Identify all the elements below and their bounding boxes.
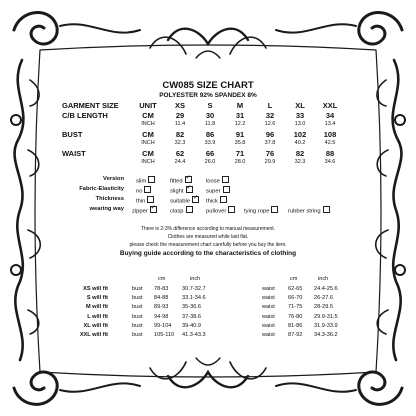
waist-cm: 76-80	[288, 313, 303, 320]
option-no	[136, 186, 151, 195]
guide-col-cm: cm	[290, 276, 298, 282]
option-text: slight	[170, 188, 184, 195]
option-text: fitted	[170, 178, 183, 185]
inch-value: 24.4	[174, 159, 186, 165]
cm-value: 82	[295, 149, 305, 158]
checked-box-icon	[186, 186, 193, 193]
option-pullover	[206, 206, 235, 215]
option-text: super	[206, 188, 221, 195]
inch-value: 32.3	[294, 159, 306, 165]
guide-row-xl	[0, 323, 416, 332]
cm-value: 32	[265, 111, 275, 120]
checkbox-icon	[223, 186, 230, 193]
waist-inch: 24.4-25.6	[314, 286, 338, 292]
option-suitable	[170, 196, 199, 205]
waist-label: waist	[262, 304, 275, 311]
option-slight	[170, 186, 193, 195]
guide-col-inch: inch	[190, 276, 201, 282]
chart-title: CW085 SIZE CHART	[162, 80, 254, 91]
header-garment-size: GARMENT SIZE	[62, 101, 119, 110]
checkbox-icon	[323, 206, 330, 213]
guide-row-label: M will fit	[85, 304, 108, 311]
bust-inch: 33.1-34.6	[182, 295, 206, 302]
bust-inch: 37-38.6	[182, 313, 201, 320]
checkbox-icon	[222, 176, 229, 183]
option-thick	[206, 196, 227, 205]
option-text: thick	[206, 198, 218, 205]
option-text: tying rope	[244, 208, 270, 215]
note-difference: There is 2-3% difference according to manual measurement.	[140, 226, 276, 232]
guide-col-inch: inch	[318, 276, 329, 282]
checked-box-icon	[150, 206, 157, 213]
inch-value: 11.4	[174, 121, 186, 127]
bust-inch: 39-40.9	[182, 322, 201, 329]
unit-inch: INCH	[141, 140, 155, 146]
cm-value: 96	[265, 130, 275, 139]
guide-row-label: S will fit	[86, 295, 108, 302]
guide-row-label: XS will fit	[83, 286, 108, 292]
cm-value: 86	[205, 130, 215, 139]
bust-label: bust	[132, 295, 143, 302]
guide-row-l	[0, 314, 416, 323]
size-row-bust	[0, 130, 416, 140]
bust-cm: 84-88	[154, 295, 169, 302]
cm-value: 108	[323, 130, 337, 139]
header-size-m: M	[236, 101, 244, 110]
header-unit: UNIT	[139, 101, 157, 110]
unit-cm: CM	[142, 130, 154, 139]
size-row-c-b-length	[0, 111, 416, 121]
size-row-waist	[0, 149, 416, 159]
bust-cm: 89-93	[154, 304, 169, 311]
bust-label: bust	[132, 304, 143, 311]
option-text: zipper	[132, 208, 148, 215]
option-rubber-string	[288, 206, 330, 215]
unit-inch: INCH	[141, 159, 155, 165]
bust-label: bust	[132, 322, 143, 329]
option-tying-rope	[244, 206, 278, 215]
waist-label: waist	[262, 313, 275, 320]
unit-cm: CM	[142, 111, 154, 120]
guide-col-cm: cm	[158, 276, 166, 282]
option-text: no	[136, 188, 143, 195]
waist-label: waist	[262, 295, 275, 302]
inch-value: 35.8	[234, 140, 246, 146]
inch-value: 26.0	[204, 159, 216, 165]
header-size-xs: XS	[174, 101, 185, 110]
inch-value: 34.6	[324, 159, 336, 165]
bust-cm: 105-110	[154, 332, 175, 338]
waist-inch: 29.9-31.5	[314, 313, 338, 320]
checkbox-icon	[148, 176, 155, 183]
cm-value: 29	[175, 111, 185, 120]
checkbox-icon	[220, 196, 227, 203]
inch-value: 11.8	[204, 121, 216, 127]
checkbox-icon	[271, 206, 278, 213]
header-size-xxl: XXL	[322, 101, 338, 110]
guide-row-label: XXL will fit	[79, 332, 108, 338]
waist-cm: 62-65	[288, 286, 303, 292]
option-text: suitable	[170, 198, 190, 205]
inch-value: 32.3	[174, 140, 186, 146]
option-zipper	[132, 206, 157, 215]
option-clasp	[170, 206, 193, 215]
checked-box-icon	[192, 196, 199, 203]
header-size-l: L	[267, 101, 273, 110]
inch-value: 33.9	[204, 140, 216, 146]
checkbox-icon	[186, 206, 193, 213]
cm-value: 62	[175, 149, 185, 158]
option-slim	[136, 176, 155, 185]
cm-value: 31	[235, 111, 245, 120]
waist-label: waist	[262, 286, 275, 292]
waist-cm: 81-86	[288, 322, 303, 329]
inch-value: 37.8	[264, 140, 276, 146]
guide-row-xxl	[0, 332, 416, 341]
cm-value: 66	[205, 149, 215, 158]
guide-row-s	[0, 295, 416, 304]
option-text: rubber string	[288, 208, 321, 215]
waist-label: waist	[262, 322, 275, 329]
bust-label: bust	[132, 286, 143, 292]
inch-value: 13.4	[324, 121, 336, 127]
waist-inch: 31.9-33.9	[314, 322, 338, 329]
size-row-inch-waist	[0, 159, 416, 169]
cm-value: 82	[175, 130, 185, 139]
cm-value: 76	[265, 149, 275, 158]
guide-row-label: L will fit	[87, 313, 108, 320]
feature-label-fabric-elasticity: Fabric-Elasticity	[79, 186, 124, 192]
cm-value: 91	[235, 130, 245, 139]
unit-cm: CM	[142, 149, 154, 158]
buying-guide-heading: Buying guide according to the characteristics of clothing	[119, 250, 297, 257]
guide-row-xs	[0, 286, 416, 295]
checkbox-icon	[147, 196, 154, 203]
cm-value: 71	[235, 149, 245, 158]
material-composition: POLYESTER 92% SPANDEX 8%	[159, 92, 257, 99]
waist-cm: 71-75	[288, 304, 303, 311]
guide-row-label: XL will fit	[83, 322, 108, 329]
unit-inch: INCH	[141, 121, 155, 127]
cm-value: 34	[325, 111, 335, 120]
waist-inch: 34.3-36.2	[314, 332, 338, 338]
inch-value: 28.0	[234, 159, 246, 165]
bust-cm: 99-104	[154, 322, 172, 329]
note-check-chart: please check the measurement chart carefully before you buy the item.	[129, 242, 287, 248]
checkbox-icon	[144, 186, 151, 193]
inch-value: 40.2	[294, 140, 306, 146]
feature-label-thickness: Thickness	[95, 196, 124, 202]
size-header-row	[0, 101, 416, 111]
row-label-c-b-length: C/B LENGTH	[62, 111, 108, 120]
option-loose	[206, 176, 229, 185]
bust-inch: 35-36.6	[182, 304, 201, 311]
inch-value: 12.2	[234, 121, 246, 127]
waist-cm: 87-92	[288, 332, 303, 338]
feature-label-version: Version	[103, 176, 124, 182]
inch-value: 29.9	[264, 159, 276, 165]
option-text: clasp	[170, 208, 184, 215]
option-text: thin	[136, 198, 146, 205]
feature-label-wearing-way: wearing way	[89, 206, 124, 212]
checked-box-icon	[185, 176, 192, 183]
cm-value: 33	[295, 111, 305, 120]
waist-label: waist	[262, 332, 275, 338]
guide-row-m	[0, 304, 416, 313]
bust-cm: 94-98	[154, 313, 169, 320]
note-measured-flat: Clothes are measured while laid flat.	[167, 234, 249, 240]
cm-value: 102	[293, 130, 307, 139]
checkbox-icon	[228, 206, 235, 213]
row-label-bust: BUST	[62, 130, 83, 139]
bust-label: bust	[132, 313, 143, 320]
cm-value: 88	[325, 149, 335, 158]
option-text: loose	[206, 178, 220, 185]
option-text: pullover	[206, 208, 227, 215]
inch-value: 12.6	[264, 121, 276, 127]
bust-inch: 41.3-43.3	[182, 332, 206, 338]
waist-inch: 28-29.5	[314, 304, 333, 311]
header-size-s: S	[207, 101, 213, 110]
bust-cm: 78-83	[154, 286, 169, 292]
inch-value: 42.5	[324, 140, 336, 146]
bust-label: bust	[132, 332, 143, 338]
header-size-xl: XL	[295, 101, 305, 110]
waist-cm: 66-70	[288, 295, 303, 302]
option-text: slim	[136, 178, 147, 185]
row-label-waist: WAIST	[62, 149, 86, 158]
waist-inch: 26-27.6	[314, 295, 333, 302]
inch-value: 13.0	[294, 121, 306, 127]
cm-value: 30	[205, 111, 215, 120]
option-super	[206, 186, 230, 195]
bust-inch: 30.7-32.7	[182, 286, 206, 292]
